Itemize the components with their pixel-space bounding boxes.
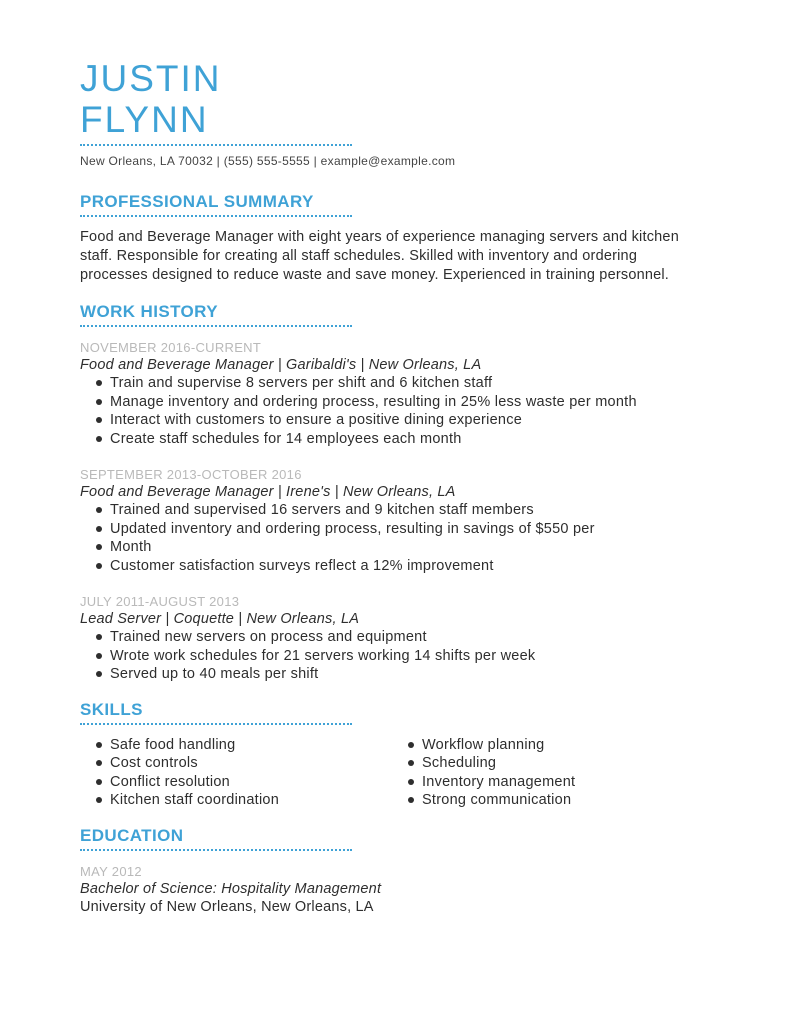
last-name: FLYNN	[80, 99, 209, 140]
education-section	[80, 826, 720, 916]
job-bullets	[80, 501, 720, 575]
list-item: Manage inventory and ordering process, resulting in 25% less waste per month	[96, 393, 720, 412]
list-item: Create staff schedules for 14 employees each month	[96, 430, 720, 449]
list-item: Safe food handling	[96, 736, 408, 755]
skills-right-list	[408, 736, 720, 810]
candidate-name	[80, 58, 720, 140]
first-name: JUSTIN	[80, 58, 222, 99]
list-item: Cost controls	[96, 754, 408, 773]
education-entry	[80, 863, 720, 916]
skills-columns	[80, 736, 720, 810]
list-item: Wrote work schedules for 21 servers working 14 shifts per week	[96, 647, 720, 666]
job-entry	[80, 339, 720, 448]
education-divider	[80, 849, 352, 851]
list-item: Trained new servers on process and equipment	[96, 628, 720, 647]
job-date: SEPTEMBER 2013-OCTOBER 2016	[80, 467, 302, 482]
summary-text: Food and Beverage Manager with eight years of experience managing servers and kitchen staff. Responsible for creating all staff schedules. Skilled with inventory and ordering processes designed to reduce waste and save money. Experienced in training personnel.	[80, 229, 679, 283]
job-role: Food and Beverage Manager | Irene's | New Orleans, LA	[80, 484, 456, 500]
education-school: University of New Orleans, New Orleans, LA	[80, 898, 374, 915]
contact-line: New Orleans, LA 70032 | (555) 555-5555 | example@example.com	[80, 154, 456, 168]
list-item: Kitchen staff coordination	[96, 791, 408, 810]
work-history-heading: WORK HISTORY	[80, 302, 218, 321]
education-heading: EDUCATION	[80, 825, 184, 845]
list-item: Updated inventory and ordering process, resulting in savings of $550 per	[96, 520, 720, 539]
job-entry	[80, 593, 720, 684]
skills-section	[80, 700, 720, 810]
education-date: MAY 2012	[80, 863, 142, 879]
job-bullets	[80, 628, 720, 684]
list-item: Scheduling	[408, 754, 720, 773]
list-item: Trained and supervised 16 servers and 9 kitchen staff members	[96, 501, 720, 520]
list-item: Strong communication	[408, 791, 720, 810]
job-date: NOVEMBER 2016-CURRENT	[80, 340, 262, 355]
skills-left-list	[80, 736, 408, 810]
summary-heading: PROFESSIONAL SUMMARY	[80, 192, 314, 211]
name-divider	[80, 144, 352, 146]
list-item: Conflict resolution	[96, 773, 408, 792]
work-history-divider	[80, 325, 352, 327]
list-item: Workflow planning	[408, 736, 720, 755]
job-entry	[80, 466, 720, 575]
job-role: Lead Server | Coquette | New Orleans, LA	[80, 611, 360, 627]
skills-divider	[80, 723, 352, 725]
summary-section	[80, 192, 720, 285]
summary-divider	[80, 215, 352, 217]
job-bullets	[80, 374, 720, 448]
list-item: Train and supervise 8 servers per shift and 6 kitchen staff	[96, 374, 720, 393]
skills-heading: SKILLS	[80, 699, 143, 719]
list-item: Month	[96, 538, 720, 557]
education-degree: Bachelor of Science: Hospitality Management	[80, 880, 382, 897]
list-item: Interact with customers to ensure a positive dining experience	[96, 411, 720, 430]
list-item: Inventory management	[408, 773, 720, 792]
list-item: Customer satisfaction surveys reflect a 12% improvement	[96, 557, 720, 576]
work-history-section	[80, 302, 720, 684]
resume-page	[80, 58, 720, 916]
list-item: Served up to 40 meals per shift	[96, 665, 720, 684]
job-date: JULY 2011-AUGUST 2013	[80, 594, 240, 609]
job-role: Food and Beverage Manager | Garibaldi's | New Orleans, LA	[80, 357, 482, 373]
